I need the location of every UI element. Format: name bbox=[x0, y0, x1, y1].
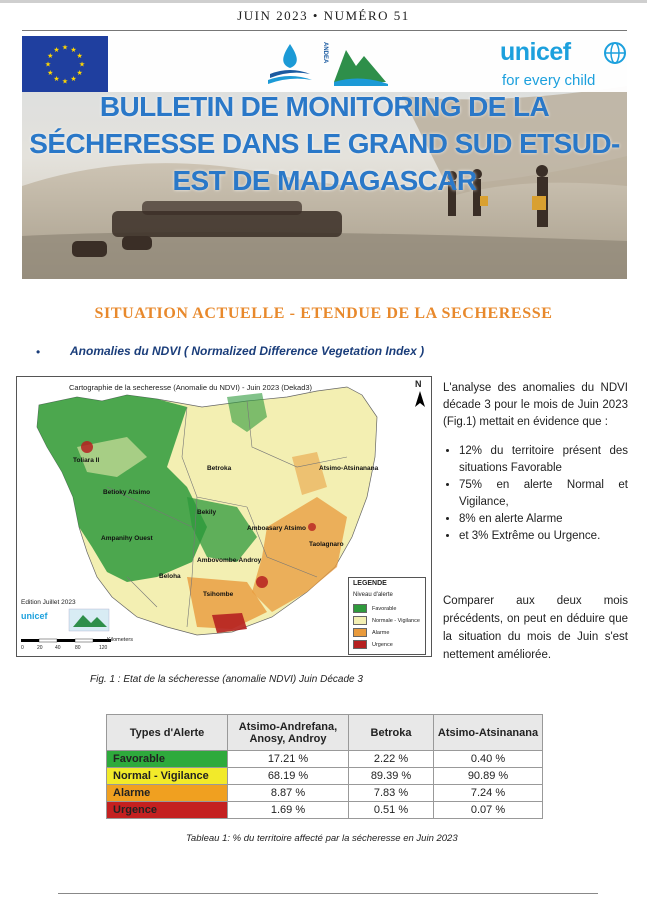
footer-rule bbox=[58, 893, 598, 894]
table-cell: 0.40 % bbox=[434, 751, 543, 768]
eu-star-icon: ★ bbox=[78, 61, 86, 69]
unicef-tagline: for every child bbox=[502, 72, 596, 89]
page-top-border bbox=[0, 0, 647, 3]
north-arrow-icon bbox=[415, 391, 425, 407]
bulletin-title bbox=[22, 88, 627, 199]
legend-label: Normale - Vigilance bbox=[372, 617, 420, 624]
table-header: Atsimo-Atsinanana bbox=[434, 715, 543, 751]
analysis-point: • 12% du territoire présent des situations Favorable bbox=[459, 443, 628, 477]
map-north-label: N bbox=[415, 379, 422, 389]
map-title: Cartographie de la secheresse (Anomalie du NDVI) - Juin 2023 (Dekad3) bbox=[69, 383, 313, 392]
table-cell: 90.89 % bbox=[434, 768, 543, 785]
analysis-intro: L'analyse des anomalies du NDVI décade 3 pour le mois de Juin 2023 (Fig.1) mettait en évidence que : bbox=[443, 382, 628, 428]
header-rule bbox=[22, 30, 627, 31]
table-row bbox=[107, 785, 543, 802]
eu-star-icon: ★ bbox=[61, 44, 69, 52]
eu-star-icon: ★ bbox=[70, 76, 77, 84]
map-label-tsihombe: Tsihombe bbox=[203, 591, 234, 598]
bulletin-title-line: BULLETIN DE MONITORING DE LA bbox=[99, 91, 550, 122]
analysis-point: • et 3% Extrême ou Urgence. bbox=[459, 528, 628, 545]
scale-tick: 0 bbox=[21, 645, 24, 651]
table-row bbox=[107, 802, 543, 819]
table-cell: 17.21 % bbox=[228, 751, 349, 768]
alert-type: Urgence bbox=[107, 802, 228, 819]
legend-item bbox=[353, 628, 389, 637]
map-label-toliara: Toliara II bbox=[73, 457, 100, 464]
alert-type: Alarme bbox=[107, 785, 228, 802]
issue-header: JUIN 2023 • NUMÉRO 51 bbox=[237, 8, 410, 23]
analysis-point: • 8% en alerte Alarme bbox=[459, 511, 628, 528]
legend-item bbox=[353, 640, 393, 649]
map-label-betioky: Betioky Atsimo bbox=[103, 489, 151, 496]
map-label-betroka: Betroka bbox=[207, 465, 232, 472]
map-scale-label: Kilometers bbox=[107, 637, 133, 643]
legend-swatch bbox=[353, 604, 367, 613]
eu-star-icon: ★ bbox=[76, 53, 83, 60]
legend-item bbox=[353, 604, 396, 613]
andea-logo bbox=[264, 40, 394, 90]
eu-star-icon: ★ bbox=[47, 53, 54, 60]
scale-tick: 80 bbox=[75, 645, 81, 651]
table-cell: 2.22 % bbox=[349, 751, 434, 768]
legend-subtitle: Niveau d'alerte bbox=[353, 592, 393, 598]
eu-star-icon: ★ bbox=[76, 70, 83, 77]
table-cell: 89.39 % bbox=[349, 768, 434, 785]
map-label-taolagnaro: Taolagnaro bbox=[309, 541, 344, 548]
table-row bbox=[107, 751, 543, 768]
analysis-conclusion: Comparer aux deux mois précédents, on peut en déduire que la situation du mois de Juin s'est nettement améliorée. bbox=[443, 595, 628, 661]
table-cell: 1.69 % bbox=[228, 802, 349, 819]
eu-flag-icon bbox=[22, 36, 108, 92]
unicef-name: unicef bbox=[500, 38, 571, 66]
scale-tick: 20 bbox=[37, 645, 43, 651]
legend-swatch bbox=[353, 640, 367, 649]
table-cell: 0.51 % bbox=[349, 802, 434, 819]
table-cell: 7.83 % bbox=[349, 785, 434, 802]
table-header: Betroka bbox=[349, 715, 434, 751]
map-label-beloha: Beloha bbox=[159, 573, 181, 580]
table-row bbox=[107, 768, 543, 785]
unicef-globe-icon bbox=[604, 42, 626, 64]
legend-label: Favorable bbox=[372, 605, 397, 612]
alert-type: Normal - Vigilance bbox=[107, 768, 228, 785]
eu-star-icon: ★ bbox=[70, 46, 77, 54]
scale-tick: 120 bbox=[99, 645, 108, 651]
banner bbox=[22, 36, 627, 279]
bullet-icon: • bbox=[36, 345, 41, 359]
table-caption: Tableau 1: % du territoire affecté par la sécheresse en Juin 2023 bbox=[186, 833, 458, 844]
eu-star-icon: ★ bbox=[53, 46, 60, 54]
eu-star-icon: ★ bbox=[44, 61, 52, 69]
table-cell: 8.87 % bbox=[228, 785, 349, 802]
ndvi-subheading: Anomalies du NDVI ( Normalized Difference Vegetation Index ) bbox=[70, 344, 425, 358]
analysis-point: • 75% en alerte Normal et Vigilance, bbox=[459, 477, 628, 511]
map-unicef-logo: unicef bbox=[21, 611, 48, 621]
eu-star-icon: ★ bbox=[47, 70, 54, 77]
bulletin-title-line: SÉCHERESSE DANS LE GRAND SUD ETSUD- bbox=[29, 128, 620, 159]
eu-star-icon: ★ bbox=[61, 78, 69, 86]
map-label-bekily: Bekily bbox=[197, 509, 217, 516]
analysis-text bbox=[443, 380, 628, 545]
unicef-logo bbox=[500, 38, 625, 90]
legend-item bbox=[353, 616, 420, 625]
eu-star-icon: ★ bbox=[53, 76, 60, 84]
legend-title: LEGENDE bbox=[353, 580, 387, 587]
table-cell: 7.24 % bbox=[434, 785, 543, 802]
table-cell: 68.19 % bbox=[228, 768, 349, 785]
table-header: Atsimo-Andrefana, Anosy, Androy bbox=[228, 715, 349, 751]
map-edition: Edition Juillet 2023 bbox=[21, 599, 76, 606]
section-heading: SITUATION ACTUELLE - ETENDUE DE LA SECHERESSE bbox=[94, 305, 553, 322]
drought-map bbox=[16, 376, 432, 657]
legend-label: Alarme bbox=[372, 629, 390, 636]
scale-bar bbox=[21, 639, 111, 642]
map-label-amboasary: Amboasary Atsimo bbox=[247, 525, 306, 532]
legend-swatch bbox=[353, 628, 367, 637]
map-legend bbox=[348, 577, 426, 655]
figure-caption: Fig. 1 : Etat de la sécheresse (anomalie NDVI) Juin Décade 3 bbox=[90, 674, 363, 685]
map-label-ambovombe: Ambovombe-Androy bbox=[197, 557, 262, 564]
map-label-ampanihy: Ampanihy Ouest bbox=[101, 535, 153, 542]
scale-tick: 40 bbox=[55, 645, 61, 651]
map-label-atsimo-atsinanana: Atsimo-Atsinanana bbox=[319, 465, 379, 472]
andea-vertical-text: ANDEA bbox=[322, 42, 328, 64]
table-header: Types d'Alerte bbox=[107, 715, 228, 751]
table-cell: 0.07 % bbox=[434, 802, 543, 819]
legend-swatch bbox=[353, 616, 367, 625]
alert-table bbox=[106, 714, 543, 819]
analysis-points bbox=[443, 443, 628, 545]
alert-type: Favorable bbox=[107, 751, 228, 768]
legend-label: Urgence bbox=[372, 641, 393, 648]
bulletin-title-line: EST DE MADAGASCAR bbox=[172, 165, 477, 196]
